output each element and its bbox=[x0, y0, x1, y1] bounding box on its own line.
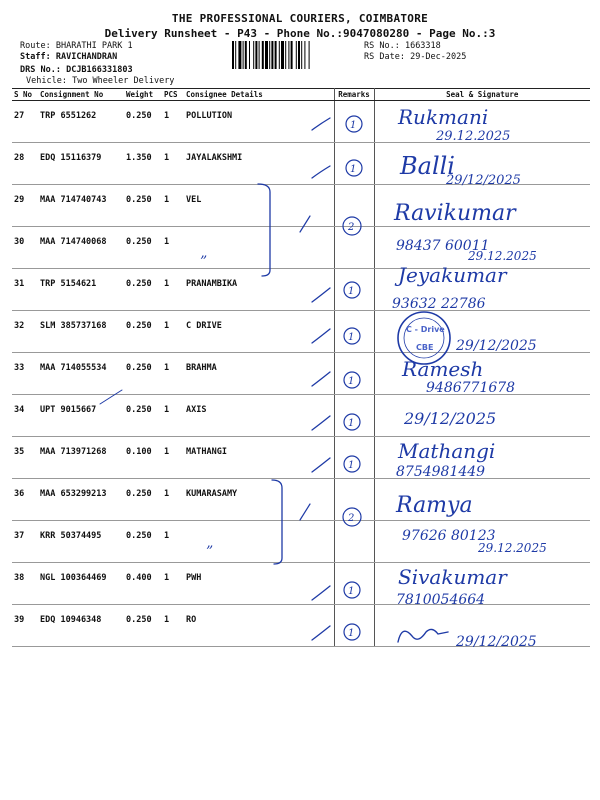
svg-text:1: 1 bbox=[348, 286, 355, 297]
row-weight: 0.250 bbox=[124, 479, 162, 521]
row-weight: 0.250 bbox=[124, 311, 162, 353]
barcode-bar bbox=[309, 41, 310, 69]
row-consignee: C DRIVE bbox=[184, 311, 334, 353]
table-row bbox=[12, 605, 590, 647]
row-remarks bbox=[334, 269, 374, 311]
delivery-table bbox=[12, 88, 590, 647]
row-seal-signature bbox=[374, 437, 590, 479]
signature-phone-29: 98437 60011 bbox=[396, 238, 490, 254]
signature-date-32: 29/12/2025 bbox=[456, 338, 537, 354]
stamp-text: CBE bbox=[416, 343, 434, 352]
row-weight: 0.250 bbox=[124, 521, 162, 563]
barcode-bar bbox=[285, 41, 286, 69]
row-sno: 32 bbox=[12, 311, 38, 353]
signature-date-27: 29.12.2025 bbox=[436, 129, 511, 144]
row-consignment-no: UPT 9015667 bbox=[38, 395, 124, 437]
row-weight: 0.250 bbox=[124, 605, 162, 647]
barcode-bar bbox=[279, 41, 280, 69]
table-row bbox=[12, 479, 590, 521]
svg-text:1: 1 bbox=[348, 586, 355, 597]
row-pcs: 1 bbox=[162, 101, 184, 143]
barcode-bar bbox=[238, 41, 241, 69]
row-seal-signature bbox=[374, 101, 590, 143]
row-seal-signature bbox=[374, 563, 590, 605]
row-seal-signature bbox=[374, 479, 590, 521]
row-consignee: PRANAMBIKA bbox=[184, 269, 334, 311]
row-consignment-no: MAA 713971268 bbox=[38, 437, 124, 479]
barcode bbox=[232, 41, 360, 69]
row-consignee bbox=[184, 227, 334, 269]
row-consignment-no: TRP 5154621 bbox=[38, 269, 124, 311]
row-pcs: 1 bbox=[162, 437, 184, 479]
svg-text:1: 1 bbox=[348, 460, 355, 471]
row-seal-signature bbox=[374, 185, 590, 227]
signature-33: Ramesh bbox=[402, 357, 484, 381]
row-consignment-no: EDQ 10946348 bbox=[38, 605, 124, 647]
drs-label: DRS No.: bbox=[20, 65, 61, 75]
barcode-bar bbox=[243, 41, 244, 69]
row-consignment-no: KRR 50374495 bbox=[38, 521, 124, 563]
signature-date-36: 29.12.2025 bbox=[478, 541, 547, 555]
row-pcs: 1 bbox=[162, 227, 184, 269]
row-weight: 0.250 bbox=[124, 395, 162, 437]
row-seal-signature bbox=[374, 521, 590, 563]
row-sno: 28 bbox=[12, 143, 38, 185]
col-signature-header: Seal & Signature bbox=[374, 89, 590, 101]
row-pcs: 1 bbox=[162, 563, 184, 605]
barcode-bar bbox=[288, 41, 289, 69]
row-consignee: JAYALAKSHMI bbox=[184, 143, 334, 185]
row-pcs: 1 bbox=[162, 311, 184, 353]
barcode-bar bbox=[259, 41, 260, 69]
row-remarks bbox=[334, 311, 374, 353]
signature-28: Balli bbox=[400, 152, 455, 180]
table-row bbox=[12, 311, 590, 353]
row-consignee: AXIS bbox=[184, 395, 334, 437]
row-seal-signature bbox=[374, 353, 590, 395]
row-sno: 35 bbox=[12, 437, 38, 479]
col-pcs-header: PCS bbox=[162, 89, 184, 101]
barcode-bar bbox=[281, 41, 284, 69]
row-consignee bbox=[184, 521, 334, 563]
col-consignee-header: Consignee Details bbox=[184, 89, 334, 101]
signature-phone-38: 7810054664 bbox=[396, 592, 486, 608]
row-remarks bbox=[334, 521, 374, 563]
drs-value: DCJB166331803 bbox=[66, 65, 133, 75]
col-remarks-header: Remarks bbox=[334, 89, 374, 101]
row-pcs: 1 bbox=[162, 395, 184, 437]
row-remarks bbox=[334, 185, 374, 227]
barcode-bar bbox=[262, 41, 264, 69]
signature-31: Jeyakumar bbox=[398, 263, 507, 287]
row-consignee: VEL bbox=[184, 185, 334, 227]
row-consignee: PWH bbox=[184, 563, 334, 605]
row-weight: 0.250 bbox=[124, 101, 162, 143]
svg-text:1: 1 bbox=[348, 418, 355, 429]
row-consignee: RO bbox=[184, 605, 334, 647]
row-pcs: 1 bbox=[162, 353, 184, 395]
row-consignment-no: MAA 653299213 bbox=[38, 479, 124, 521]
row-remarks bbox=[334, 605, 374, 647]
table-row bbox=[12, 143, 590, 185]
rs-date-label: RS Date: bbox=[364, 52, 405, 62]
staff-value: RAVICHANDRAN bbox=[55, 52, 118, 62]
staff-label: Staff: bbox=[20, 52, 51, 62]
barcode-bar bbox=[265, 41, 268, 69]
table-header-row bbox=[12, 89, 590, 101]
drs-line bbox=[20, 65, 133, 75]
row-consignment-no: EDQ 15116379 bbox=[38, 143, 124, 185]
row-remarks bbox=[334, 101, 374, 143]
row-consignee: KUMARASAMY bbox=[184, 479, 334, 521]
row-consignment-no: SLM 385737168 bbox=[38, 311, 124, 353]
row-seal-signature bbox=[374, 227, 590, 269]
table-row bbox=[12, 227, 590, 269]
row-consignment-no: MAA 714740068 bbox=[38, 227, 124, 269]
company-title: THE PROFESSIONAL COURIERS, COIMBATORE bbox=[171, 12, 429, 25]
row-sno: 27 bbox=[12, 101, 38, 143]
barcode-bar bbox=[249, 41, 250, 69]
row-remarks bbox=[334, 353, 374, 395]
signature-29: Ravikumar bbox=[394, 201, 516, 226]
signature-36: Ramya bbox=[396, 493, 473, 518]
signature-phone-35: 8754981449 bbox=[396, 464, 486, 480]
table-row bbox=[12, 563, 590, 605]
staff-line bbox=[20, 52, 117, 62]
svg-text:2: 2 bbox=[348, 513, 355, 524]
svg-text:1: 1 bbox=[348, 376, 355, 387]
row-weight: 1.350 bbox=[124, 143, 162, 185]
signature-27: Rukmani bbox=[398, 105, 489, 129]
table-row bbox=[12, 521, 590, 563]
svg-text:2: 2 bbox=[348, 222, 355, 233]
route-label: Route: bbox=[20, 41, 51, 51]
barcode-bar bbox=[232, 41, 234, 69]
row-sno: 29 bbox=[12, 185, 38, 227]
table-row bbox=[12, 101, 590, 143]
row-remarks bbox=[334, 395, 374, 437]
row-seal-signature bbox=[374, 143, 590, 185]
row-consignee: BRAHMA bbox=[184, 353, 334, 395]
row-remarks bbox=[334, 437, 374, 479]
row-remarks bbox=[334, 227, 374, 269]
signature-date-39: 29/12/2025 bbox=[456, 634, 537, 650]
table-row bbox=[12, 185, 590, 227]
col-weight-header: Weight bbox=[124, 89, 162, 101]
signature-phone-31: 93632 22786 bbox=[392, 296, 486, 312]
row-consignment-no: TRP 6551262 bbox=[38, 101, 124, 143]
signature-date-28: 29/12/2025 bbox=[446, 173, 521, 188]
rs-date-value: 29-Dec-2025 bbox=[410, 52, 467, 62]
row-sno: 36 bbox=[12, 479, 38, 521]
barcode-bar bbox=[271, 41, 273, 69]
table-row bbox=[12, 269, 590, 311]
row-pcs: 1 bbox=[162, 185, 184, 227]
table-row bbox=[12, 353, 590, 395]
ditto-mark: ” bbox=[200, 254, 208, 270]
rs-no-line bbox=[364, 41, 441, 51]
svg-text:1: 1 bbox=[350, 120, 357, 131]
barcode-bar bbox=[298, 41, 300, 69]
signature-38: Sivakumar bbox=[398, 565, 507, 589]
barcode-bar bbox=[255, 41, 257, 69]
row-weight: 0.100 bbox=[124, 437, 162, 479]
route-line bbox=[20, 41, 133, 51]
row-weight: 0.400 bbox=[124, 563, 162, 605]
vehicle-label: Vehicle: bbox=[26, 76, 67, 86]
svg-text:1: 1 bbox=[348, 332, 355, 343]
row-pcs: 1 bbox=[162, 143, 184, 185]
row-sno: 33 bbox=[12, 353, 38, 395]
barcode-bar bbox=[304, 41, 305, 69]
barcode-bar bbox=[269, 41, 270, 69]
signature-date-29: 29.12.2025 bbox=[468, 249, 537, 263]
signature-34: 29/12/2025 bbox=[404, 409, 497, 428]
row-seal-signature bbox=[374, 605, 590, 647]
rs-date-line bbox=[364, 52, 466, 62]
row-seal-signature bbox=[374, 311, 590, 353]
row-consignment-no: NGL 100364469 bbox=[38, 563, 124, 605]
row-remarks bbox=[334, 479, 374, 521]
vehicle-line bbox=[26, 76, 174, 86]
row-consignee: POLLUTION bbox=[184, 101, 334, 143]
row-pcs: 1 bbox=[162, 605, 184, 647]
rs-no-value: 1663318 bbox=[404, 41, 441, 51]
row-seal-signature bbox=[374, 269, 590, 311]
barcode-bar bbox=[275, 41, 277, 69]
barcode-bar bbox=[291, 41, 293, 69]
row-sno: 30 bbox=[12, 227, 38, 269]
row-sno: 31 bbox=[12, 269, 38, 311]
col-consignment-header: Consignment No bbox=[38, 89, 124, 101]
barcode-bar bbox=[301, 41, 302, 69]
table-row bbox=[12, 437, 590, 479]
signature-phone-33: 9486771678 bbox=[426, 380, 516, 396]
row-seal-signature bbox=[374, 395, 590, 437]
row-pcs: 1 bbox=[162, 269, 184, 311]
barcode-bar bbox=[296, 41, 297, 69]
stamp-text: C - Drive bbox=[406, 325, 445, 334]
route-value: BHARATHI PARK 1 bbox=[55, 41, 133, 51]
row-weight: 0.250 bbox=[124, 185, 162, 227]
row-sno: 37 bbox=[12, 521, 38, 563]
svg-text:1: 1 bbox=[350, 164, 357, 175]
row-weight: 0.250 bbox=[124, 353, 162, 395]
row-consignee: MATHANGI bbox=[184, 437, 334, 479]
row-remarks bbox=[334, 563, 374, 605]
ditto-mark: ” bbox=[206, 544, 214, 560]
row-pcs: 1 bbox=[162, 479, 184, 521]
row-weight: 0.250 bbox=[124, 269, 162, 311]
row-sno: 39 bbox=[12, 605, 38, 647]
barcode-bar bbox=[245, 41, 247, 69]
svg-text:1: 1 bbox=[348, 628, 355, 639]
row-sno: 38 bbox=[12, 563, 38, 605]
row-weight: 0.250 bbox=[124, 227, 162, 269]
rs-no-label: RS No.: bbox=[364, 41, 400, 51]
vehicle-value: Two Wheeler Delivery bbox=[72, 76, 175, 86]
barcode-bar bbox=[235, 41, 236, 69]
col-sno-header: S No bbox=[12, 89, 38, 101]
signature-phone-36: 97626 80123 bbox=[402, 528, 496, 544]
row-consignment-no: MAA 714055534 bbox=[38, 353, 124, 395]
barcode-bar bbox=[253, 41, 254, 69]
row-pcs: 1 bbox=[162, 521, 184, 563]
row-remarks bbox=[334, 143, 374, 185]
table-row bbox=[12, 395, 590, 437]
row-consignment-no: MAA 714740743 bbox=[38, 185, 124, 227]
row-sno: 34 bbox=[12, 395, 38, 437]
signature-35: Mathangi bbox=[398, 439, 496, 463]
runsheet-subtitle: Delivery Runsheet - P43 - Phone No.:9047080280 - Page No.:3 bbox=[104, 27, 496, 40]
